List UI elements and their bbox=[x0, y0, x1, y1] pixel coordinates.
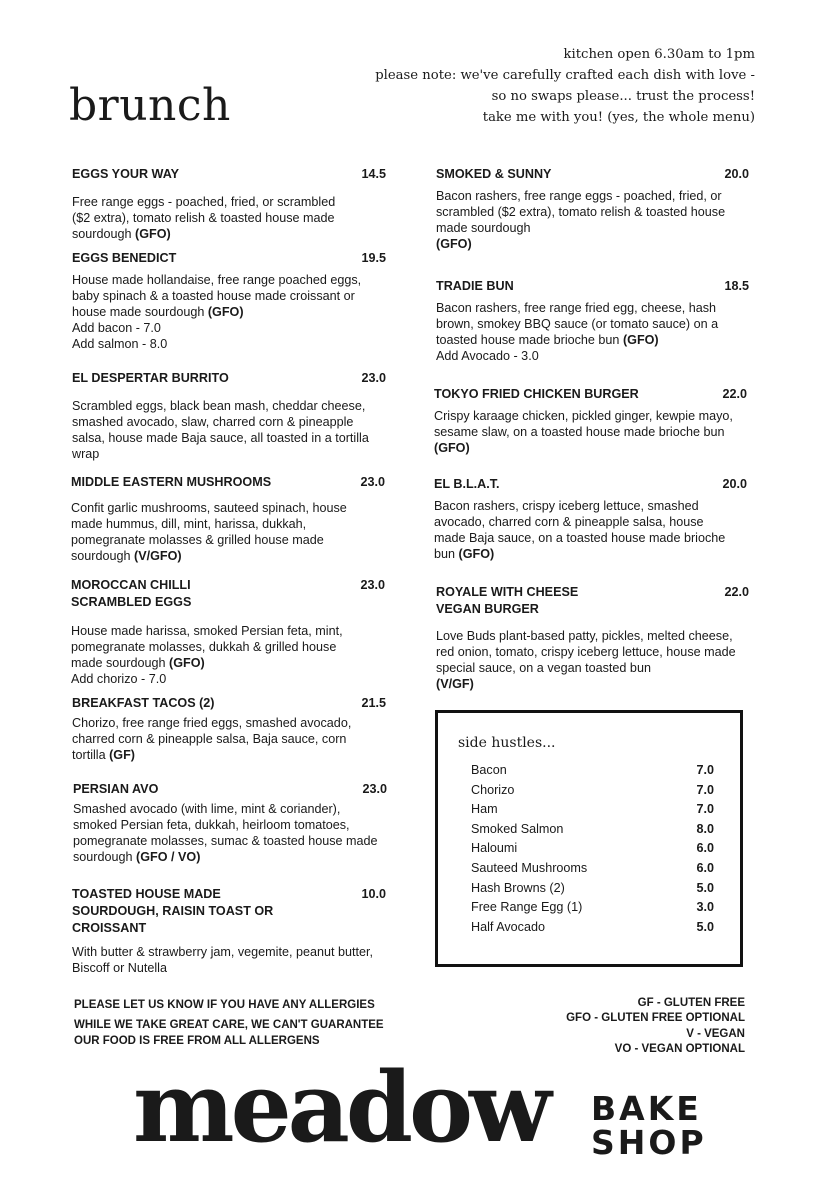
menu-item-price: 23.0 bbox=[360, 578, 385, 592]
allergy-notice bbox=[74, 997, 404, 1053]
side-item bbox=[471, 783, 714, 803]
legend-item: VO - VEGAN OPTIONAL bbox=[614, 1042, 745, 1055]
side-item-price: 6.0 bbox=[696, 861, 714, 875]
side-hustles-box bbox=[435, 710, 743, 967]
dietary-legend bbox=[566, 996, 745, 1057]
menu-item-description: Bacon rashers, free range eggs - poached, fried, or scrambled ($2 extra), tomato relish & toasted house made sourdough (GFO) bbox=[436, 189, 726, 251]
menu-item-description: House made harissa, smoked Persian feta, mint, pomegranate molasses, dukkah & grilled house made sourdough (GFO) Add chorizo - 7.0 bbox=[71, 624, 343, 686]
menu-item-description: Crispy karaage chicken, pickled ginger, kewpie mayo, sesame slaw, on a toasted house made brioche bun (GFO) bbox=[434, 409, 733, 455]
note-line: please note: we've carefully crafted each dish with love - bbox=[375, 68, 755, 83]
menu-item-description: Confit garlic mushrooms, sauteed spinach, house made hummus, dill, mint, harissa, dukkah, pomegranate molasses & grilled house made sourdough (V/GFO) bbox=[71, 501, 347, 563]
menu-item-name: EGGS BENEDICT bbox=[72, 251, 177, 265]
menu-item-price: 23.0 bbox=[361, 371, 386, 385]
kitchen-notes bbox=[325, 44, 755, 128]
menu-item-price: 23.0 bbox=[362, 782, 387, 796]
menu-item-name: BREAKFAST TACOS (2) bbox=[72, 696, 215, 710]
allergy-line: WHILE WE TAKE GREAT CARE, WE CAN'T GUARANTEE OUR FOOD IS FREE FROM ALL ALLERGENS bbox=[74, 1019, 384, 1047]
side-item-name: Smoked Salmon bbox=[471, 821, 564, 836]
side-item-price: 7.0 bbox=[696, 802, 714, 817]
side-item-price: 8.0 bbox=[696, 821, 714, 836]
meadow-bake-shop-logo bbox=[133, 1051, 713, 1170]
menu-item-price: 19.5 bbox=[361, 251, 386, 265]
menu-item-name: TOASTED HOUSE MADE SOURDOUGH, RAISIN TOAST OR CROISSANT bbox=[72, 887, 274, 935]
menu-item-description: With butter & strawberry jam, vegemite, peanut butter, Biscoff or Nutella bbox=[72, 945, 373, 975]
side-item bbox=[471, 841, 714, 861]
side-item-name: Chorizo bbox=[471, 782, 515, 797]
side-item-price: 5.0 bbox=[696, 880, 714, 895]
menu-item-name: EGGS YOUR WAY bbox=[72, 167, 180, 181]
menu-item-name: EL DESPERTAR BURRITO bbox=[72, 371, 229, 385]
side-item bbox=[471, 920, 714, 940]
allergy-line: PLEASE LET US KNOW IF YOU HAVE ANY ALLERGIES bbox=[74, 999, 375, 1011]
legend-item: V - VEGAN bbox=[686, 1027, 745, 1040]
side-item-name: Half Avocado bbox=[471, 919, 545, 934]
side-item-price: 7.0 bbox=[696, 782, 714, 797]
menu-item-description: Bacon rashers, crispy iceberg lettuce, smashed avocado, charred corn & pineapple salsa, house made Baja sauce, on a toasted house made brioche bun (GFO) bbox=[434, 499, 726, 561]
side-item-price: 7.0 bbox=[696, 763, 714, 777]
menu-item-description: Free range eggs - poached, fried, or scrambled ($2 extra), tomato relish & toasted house made sourdough (GFO) bbox=[72, 195, 336, 241]
menu-item-description: Bacon rashers, free range fried egg, cheese, hash brown, smokey BBQ sauce (or tomato sauce) on a toasted house made brioche bun (GFO) Add Avocado - 3.0 bbox=[436, 301, 719, 363]
note-line: so no swaps please... trust the process! bbox=[491, 89, 755, 104]
menu-item-name: PERSIAN AVO bbox=[73, 782, 159, 796]
menu-item-price: 22.0 bbox=[724, 585, 749, 599]
logo-subtitle bbox=[591, 1089, 707, 1162]
logo-word: meadow bbox=[133, 1051, 548, 1164]
menu-item-description: Love Buds plant-based patty, pickles, melted cheese, red onion, tomato, crispy iceberg lettuce, house made special sauce, on a vegan toasted bun (V/GF) bbox=[436, 629, 736, 691]
menu-item-description: House made hollandaise, free range poached eggs, baby spinach & a toasted house made croissant or house made sourdough (GFO) Add bacon - 7.0 Add salmon - 8.0 bbox=[72, 273, 362, 351]
menu-item-price: 10.0 bbox=[361, 887, 386, 901]
side-item-price: 3.0 bbox=[696, 900, 714, 915]
menu-item-name: TRADIE BUN bbox=[436, 279, 514, 293]
menu-item-price: 20.0 bbox=[724, 167, 749, 181]
menu-item-name: MIDDLE EASTERN MUSHROOMS bbox=[71, 475, 272, 489]
side-item bbox=[471, 763, 714, 783]
sides-title: side hustles... bbox=[458, 735, 556, 751]
menu-item-price: 21.5 bbox=[361, 696, 386, 710]
side-item bbox=[471, 861, 714, 881]
legend-item: GF - GLUTEN FREE bbox=[637, 997, 745, 1009]
logo-sub-line: BAKE bbox=[591, 1089, 702, 1128]
menu-item-name: EL B.L.A.T. bbox=[434, 477, 500, 491]
menu-item-price: 18.5 bbox=[724, 279, 749, 293]
side-item bbox=[471, 881, 714, 901]
menu-item-name: ROYALE WITH CHEESE VEGAN BURGER bbox=[436, 585, 579, 616]
menu-item-name: TOKYO FRIED CHICKEN BURGER bbox=[434, 387, 639, 401]
menu-item-price: 23.0 bbox=[360, 475, 385, 489]
menu-item-description: Chorizo, free range fried eggs, smashed avocado, charred corn & pineapple salsa, Baja sauce, corn tortilla (GF) bbox=[72, 716, 352, 762]
side-item bbox=[471, 802, 714, 822]
menu-item-description: Scrambled eggs, black bean mash, cheddar cheese, smashed avocado, slaw, charred corn & pineapple salsa, house made Baja sauce, all toasted in a tortilla wrap bbox=[72, 399, 369, 461]
side-item-name: Hash Browns (2) bbox=[471, 880, 565, 895]
menu-item-price: 20.0 bbox=[722, 477, 747, 491]
menu-item-price: 22.0 bbox=[722, 387, 747, 401]
menu-item-description: Smashed avocado (with lime, mint & coriander), smoked Persian feta, dukkah, heirloom tomatoes, pomegranate molasses, sumac & toasted house made sourdough (GFO / VO) bbox=[73, 802, 378, 864]
side-item-price: 6.0 bbox=[696, 841, 714, 856]
side-item-name: Sauteed Mushrooms bbox=[471, 861, 588, 875]
side-item bbox=[471, 900, 714, 920]
logo-sub-line: SHOP bbox=[591, 1123, 707, 1162]
page-title: brunch bbox=[69, 80, 231, 131]
note-line: kitchen open 6.30am to 1pm bbox=[563, 47, 755, 62]
legend-item: GFO - GLUTEN FREE OPTIONAL bbox=[566, 1012, 745, 1025]
menu-item-price: 14.5 bbox=[361, 167, 386, 181]
menu-item-name: MOROCCAN CHILLI SCRAMBLED EGGS bbox=[71, 578, 192, 609]
side-item-name: Haloumi bbox=[471, 841, 518, 856]
side-item-name: Free Range Egg (1) bbox=[471, 900, 583, 915]
side-item-name: Bacon bbox=[471, 763, 507, 777]
side-item-price: 5.0 bbox=[696, 919, 714, 934]
side-item bbox=[471, 822, 714, 842]
note-line: take me with you! (yes, the whole menu) bbox=[482, 110, 755, 125]
side-item-name: Ham bbox=[471, 802, 498, 817]
menu-item-name: SMOKED & SUNNY bbox=[436, 167, 552, 181]
